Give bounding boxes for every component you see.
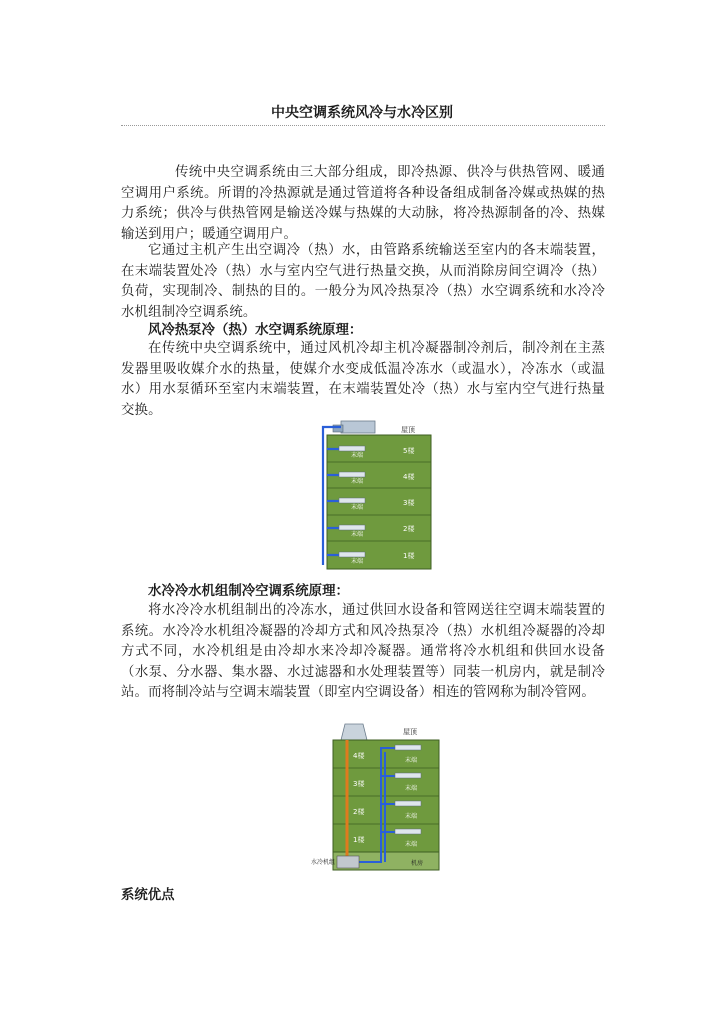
terminal-label: 末端 xyxy=(351,452,364,459)
chiller-icon xyxy=(337,856,359,868)
terminal-label: 末端 xyxy=(351,531,364,538)
paragraph-air-cooled: 在传统中央空调系统中，通过风机冷却主机冷凝器制冷剂后，制冷剂在主蒸发器里吸收媒介水的热量，使媒介水变成低温冷冻水（或温水），冷冻水（或温水）用水泵循环至室内末端装置，在末端装置处冷（热）水与室内空气进行热量交换。 xyxy=(121,341,605,418)
cooling-tower-icon xyxy=(341,724,367,740)
terminal-label: 末端 xyxy=(405,785,418,792)
paragraph-water-cooled: 将水冷冷水机组制出的冷冻水，通过供回水设备和管网送往空调末端装置的系统。水冷冷水机组冷凝器的冷却方式和风冷热泵冷（热）水机组冷凝器的冷却方式不同，水冷机组是由冷却水来冷却冷凝器。通常将冷水机组和供回水设备（水泵、分水器、集水器、水过滤器和水处理装置等）同装一机房内，就是制冷站。而将制冷站与空调末端装置（即室内空调设备）相连的管网称为制冷管网。 xyxy=(121,603,605,700)
water-cooled-system-diagram xyxy=(311,722,443,874)
floor-label: 5楼 xyxy=(403,447,415,455)
floor-label: 1楼 xyxy=(353,836,365,844)
terminal-unit-icon xyxy=(395,829,421,834)
terminal-label: 末端 xyxy=(351,558,364,565)
air-cooled-system-diagram xyxy=(311,419,435,571)
terminal-label: 末端 xyxy=(351,478,364,485)
roof-label: 屋顶 xyxy=(401,426,415,434)
terminal-label: 末端 xyxy=(405,757,418,764)
terminal-unit-icon xyxy=(339,552,365,557)
paragraph-overview: 它通过主机产生出空调冷（热）水，由管路系统输送至室内的各末端装置，在末端装置处冷（热）水与室内空气进行热量交换，从而消除房间空调冷（热）负荷，实现制冷、制热的目的。一般分为风冷热泵冷（热）水空调系统和水冷冷水机组制冷空调系统。 xyxy=(121,243,605,320)
floor-label: 3楼 xyxy=(353,780,365,788)
document-title: 中央空调系统风冷与水冷区别 xyxy=(271,105,453,121)
terminal-label: 末端 xyxy=(351,504,364,511)
floor-label: 2楼 xyxy=(403,525,415,533)
terminal-unit-icon xyxy=(395,801,421,806)
terminal-unit-icon xyxy=(395,773,421,778)
terminal-unit-icon xyxy=(339,472,365,477)
terminal-unit-icon xyxy=(339,446,365,451)
terminal-unit-icon xyxy=(339,525,365,530)
floor-label: 4楼 xyxy=(353,752,365,760)
chiller-label: 水冷机组 xyxy=(311,859,336,866)
terminal-label: 末端 xyxy=(405,813,418,820)
roof-label: 屋顶 xyxy=(403,728,417,736)
floor-label: 2楼 xyxy=(353,808,365,816)
terminal-label: 末端 xyxy=(405,841,418,848)
heading-air-cooled: 风冷热泵冷（热）水空调系统原理： xyxy=(148,323,363,338)
heading-water-cooled: 水冷冷水机组制冷空调系统原理： xyxy=(148,584,349,599)
floor-label: 3楼 xyxy=(403,499,415,507)
floor-label: 4楼 xyxy=(403,473,415,481)
terminal-unit-icon xyxy=(339,498,365,503)
machine-room-label: 机房 xyxy=(411,860,424,867)
floor-label: 1楼 xyxy=(403,552,415,560)
paragraph-intro: 传统中央空调系统由三大部分组成，即冷热源、供冷与供热管网、暖通空调用户系统。所谓的冷热源就是通过管道将各种设备组成制备冷媒或热媒的热力系统；供冷与供热管网是输送冷媒与热媒的大动脉，将冷热源制备的冷、热媒输送到用户；暖通空调用户。 xyxy=(121,165,605,242)
terminal-unit-icon xyxy=(395,745,421,750)
title-divider xyxy=(121,125,605,126)
roof-unit-icon xyxy=(341,421,375,433)
heading-advantages: 系统优点 xyxy=(121,888,175,903)
